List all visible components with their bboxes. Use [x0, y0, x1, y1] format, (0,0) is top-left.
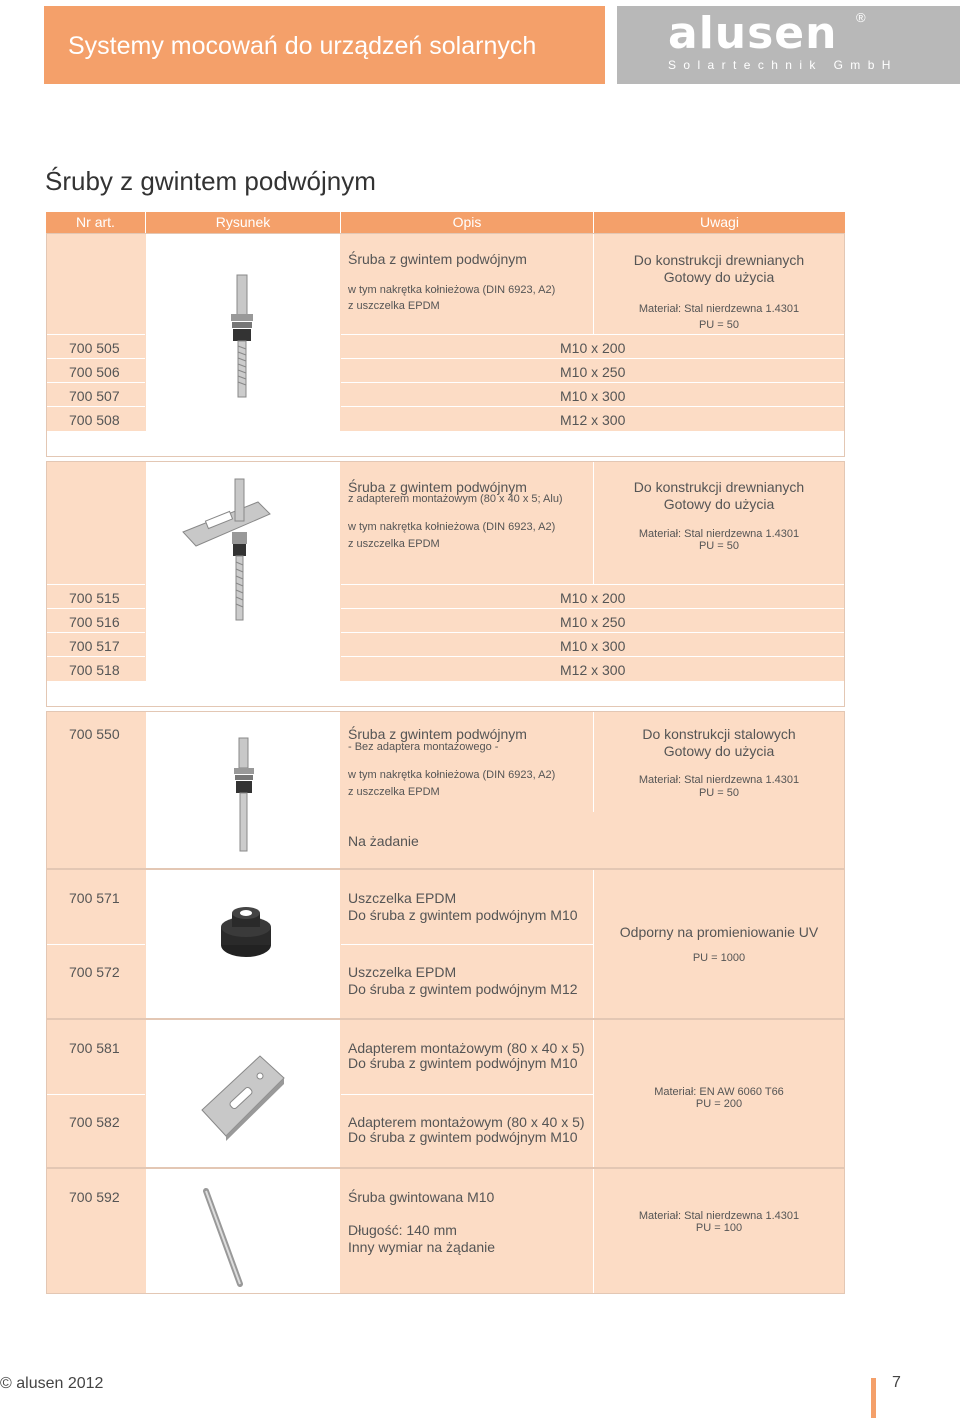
- article-number: 700 515: [69, 590, 120, 606]
- size-value: M12 x 300: [560, 412, 626, 428]
- double-thread-screw-icon: [226, 735, 262, 855]
- note-material: Materiał: EN AW 6060 T66: [654, 1086, 784, 1098]
- note-pu: PU = 100: [695, 1222, 743, 1234]
- note-pu: PU = 50: [698, 787, 740, 799]
- item-detail: w tym nakrętka kołnieżowa (DIN 6923, A2): [348, 284, 556, 296]
- item-detail: w tym nakrętka kołnieżowa (DIN 6923, A2): [348, 769, 556, 781]
- on-request-note: Na żadanie: [348, 833, 419, 849]
- threaded-rod-icon: [198, 1185, 248, 1290]
- column-header-drawing: Rysunek: [215, 214, 271, 230]
- note-application: Do konstrukcji stalowych: [642, 726, 796, 742]
- footer-divider: [871, 1378, 876, 1418]
- note-ready: Gotowy do użycia: [663, 269, 775, 285]
- size-value: M10 x 300: [560, 388, 626, 404]
- item-detail: Długość: 140 mm: [348, 1222, 457, 1238]
- spacer-row: [47, 681, 844, 706]
- item-detail: Inny wymiar na żądanie: [348, 1239, 496, 1255]
- logo-wordmark: alusen: [668, 8, 838, 59]
- note-material: Materiał: Stal nierdzewna 1.4301: [638, 774, 800, 786]
- item-title: Uszczelka EPDM: [348, 890, 457, 906]
- header-title: Systemy mocowań do urządzeń solarnych: [68, 32, 537, 60]
- copyright: © alusen 2012: [0, 1375, 104, 1392]
- note-material: Materiał: Stal nierdzewna 1.4301: [638, 303, 800, 315]
- spacer-row: [47, 431, 844, 456]
- article-number: 700 508: [69, 412, 120, 428]
- note-material: Materiał: Stal nierdzewna 1.4301: [638, 528, 800, 540]
- registered-mark: ®: [856, 10, 866, 25]
- item-detail: Do śruba z gwintem podwójnym M10: [348, 1129, 578, 1145]
- size-value: M10 x 250: [560, 614, 626, 630]
- article-number: 700 572: [69, 964, 120, 980]
- double-thread-screw-icon: [222, 272, 262, 402]
- article-number: 700 516: [69, 614, 120, 630]
- item-detail: - Bez adaptera montażowego -: [348, 741, 499, 753]
- note-pu: PU = 200: [695, 1098, 743, 1110]
- item-detail: z uszczelka EPDM: [348, 300, 440, 312]
- mounting-adapter-icon: [198, 1052, 290, 1142]
- note-pu: PU = 50: [698, 540, 740, 552]
- size-value: M10 x 200: [560, 590, 626, 606]
- article-number: 700 550: [69, 726, 120, 742]
- item-detail: z adapterem montażowym (80 x 40 x 5; Alu): [348, 493, 563, 505]
- item-detail: z uszczelka EPDM: [348, 786, 440, 798]
- note-pu: PU = 50: [698, 319, 740, 331]
- article-number: 700 592: [69, 1189, 120, 1205]
- item-title: Adapterem montażowym (80 x 40 x 5): [348, 1114, 585, 1130]
- logo-subtitle: Solartechnik GmbH: [668, 58, 898, 72]
- item-title: Śruba z gwintem podwójnym: [348, 251, 527, 267]
- item-title: Śruba z gwintem podwójnym: [348, 726, 527, 742]
- page-number: 7: [892, 1374, 901, 1391]
- item-title: Uszczelka EPDM: [348, 964, 457, 980]
- item-detail: Do śruba z gwintem podwójnym M10: [348, 907, 578, 923]
- column-header-notes: Uwagi: [700, 214, 739, 230]
- column-header-description: Opis: [452, 214, 482, 230]
- item-detail: Do śruba z gwintem podwójnym M10: [348, 1055, 578, 1071]
- item-title: Adapterem montażowym (80 x 40 x 5): [348, 1040, 585, 1056]
- article-number: 700 517: [69, 638, 120, 654]
- note-pu: PU = 1000: [692, 952, 746, 964]
- note-uv: Odporny na promieniowanie UV: [619, 924, 819, 940]
- note-ready: Gotowy do użycia: [663, 496, 775, 512]
- item-title: Śruba z gwintem podwójnym: [348, 479, 527, 495]
- article-number: 700 582: [69, 1114, 120, 1130]
- item-title: Śruba gwintowana M10: [348, 1189, 495, 1205]
- article-number: 700 507: [69, 388, 120, 404]
- item-detail: Do śruba z gwintem podwójnym M12: [348, 981, 578, 997]
- epdm-seal-icon: [218, 905, 274, 961]
- column-header-nr: Nr art.: [76, 214, 115, 230]
- item-detail: z uszczelka EPDM: [348, 538, 440, 550]
- article-number: 700 506: [69, 364, 120, 380]
- screw-with-adapter-icon: [178, 474, 278, 624]
- article-number: 700 581: [69, 1040, 120, 1056]
- article-number: 700 571: [69, 890, 120, 906]
- article-number: 700 505: [69, 340, 120, 356]
- note-application: Do konstrukcji drewnianych: [633, 252, 805, 268]
- article-number: 700 518: [69, 662, 120, 678]
- item-detail: w tym nakrętka kołnieżowa (DIN 6923, A2): [348, 521, 556, 533]
- size-value: M10 x 250: [560, 364, 626, 380]
- page-title: Śruby z gwintem podwójnym: [45, 166, 376, 196]
- note-material: Materiał: Stal nierdzewna 1.4301: [638, 1210, 800, 1222]
- size-value: M10 x 200: [560, 340, 626, 356]
- size-value: M12 x 300: [560, 662, 626, 678]
- note-application: Do konstrukcji drewnianych: [633, 479, 805, 495]
- note-ready: Gotowy do użycia: [663, 743, 775, 759]
- size-value: M10 x 300: [560, 638, 626, 654]
